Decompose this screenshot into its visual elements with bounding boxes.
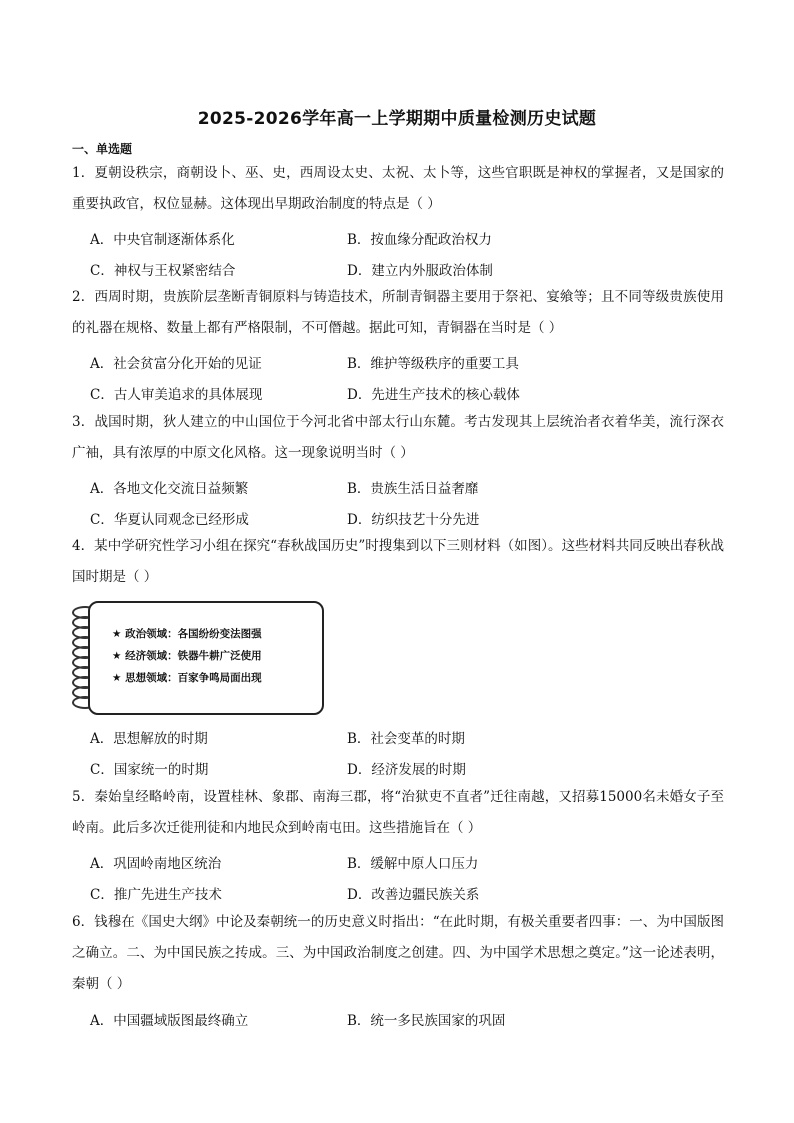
option-d[interactable]: D．经济发展的时期 [347, 762, 466, 778]
option-c[interactable]: C．神权与王权紧密结合 [90, 263, 236, 279]
option-a[interactable]: A．各地文化交流日益频繁 [90, 481, 249, 497]
question-2 [72, 282, 724, 344]
option-d[interactable]: D．建立内外服政治体制 [347, 263, 493, 279]
question-3 [72, 407, 724, 469]
question-stem: 1．夏朝设秩宗，商朝设卜、巫、史，西周设太史、太祝、太卜等，这些官职既是神权的掌握者，又是国家的重要执政官，权位显赫。这体现出早期政治制度的特点是（ ） [72, 165, 724, 212]
question-4 [72, 531, 724, 593]
option-b[interactable]: B．统一多民族国家的巩固 [347, 1013, 506, 1029]
option-b[interactable]: B．按血缘分配政治权力 [347, 232, 492, 248]
page-title: 2025-2026学年高一上学期期中质量检测历史试题 [197, 109, 597, 129]
question-1 [72, 158, 724, 220]
question-6 [72, 907, 724, 1000]
option-c[interactable]: C．推广先进生产技术 [90, 887, 222, 903]
option-b[interactable]: B．维护等级秩序的重要工具 [347, 356, 519, 372]
option-b[interactable]: B．缓解中原人口压力 [347, 856, 479, 872]
question-stem: 4．某中学研究性学习小组在探究“春秋战国历史”时搜集到以下三则材料（如图）。这些材料共同反映出春秋战国时期是（ ） [72, 538, 724, 585]
section-heading: 一、单选题 [72, 142, 133, 156]
option-a[interactable]: A．中国疆域版图最终确立 [90, 1013, 249, 1029]
question-stem: 3．战国时期，狄人建立的中山国位于今河北省中部太行山东麓。考古发现其上层统治者衣着华美，流行深衣广袖，具有浓厚的中原文化风格。这一现象说明当时（ ） [72, 414, 724, 461]
notebook-figure [70, 598, 324, 716]
question-stem: 2．西周时期，贵族阶层垄断青铜原料与铸造技术，所制青铜器主要用于祭祀、宴飨等；且不同等级贵族使用的礼器在规格、数量上都有严格限制，不可僭越。据此可知，青铜器在当时是（ ） [72, 289, 724, 336]
figure-line-thought: ★ 思想领域：百家争鸣局面出现 [112, 672, 262, 684]
option-b[interactable]: B．贵族生活日益奢靡 [347, 481, 479, 497]
option-b[interactable]: B．社会变革的时期 [347, 731, 465, 747]
question-5 [72, 782, 724, 844]
figure-line-economy: ★ 经济领域：铁器牛耕广泛使用 [112, 650, 262, 662]
question-stem: 6．钱穆在《国史大纲》中论及秦朝统一的历史意义时指出：“在此时期，有极关重要者四事：一、为中国版图之确立。二、为中国民族之抟成。三、为中国政治制度之创建。四、为中国学术思想之奠定。”这一论述表明，秦朝（ ） [72, 914, 724, 992]
option-c[interactable]: C．国家统一的时期 [90, 762, 209, 778]
option-c[interactable]: C．古人审美追求的具体展现 [90, 387, 263, 403]
option-d[interactable]: D．改善边疆民族关系 [347, 887, 480, 903]
option-d[interactable]: D．纺织技艺十分先进 [347, 512, 480, 528]
option-a[interactable]: A．社会贫富分化开始的见证 [90, 356, 262, 372]
figure-line-politics: ★ 政治领域：各国纷纷变法图强 [112, 628, 262, 640]
option-a[interactable]: A．思想解放的时期 [90, 731, 208, 747]
option-c[interactable]: C．华夏认同观念已经形成 [90, 512, 249, 528]
option-a[interactable]: A．中央官制逐渐体系化 [90, 232, 235, 248]
question-stem: 5．秦始皇经略岭南，设置桂林、象郡、南海三郡，将“治狱吏不直者”迁往南越，又招募15000名未婚女子至岭南。此后多次迁徙刑徒和内地民众到岭南屯田。这些措施旨在（ ） [72, 789, 724, 836]
option-d[interactable]: D．先进生产技术的核心载体 [347, 387, 520, 403]
option-a[interactable]: A．巩固岭南地区统治 [90, 856, 222, 872]
